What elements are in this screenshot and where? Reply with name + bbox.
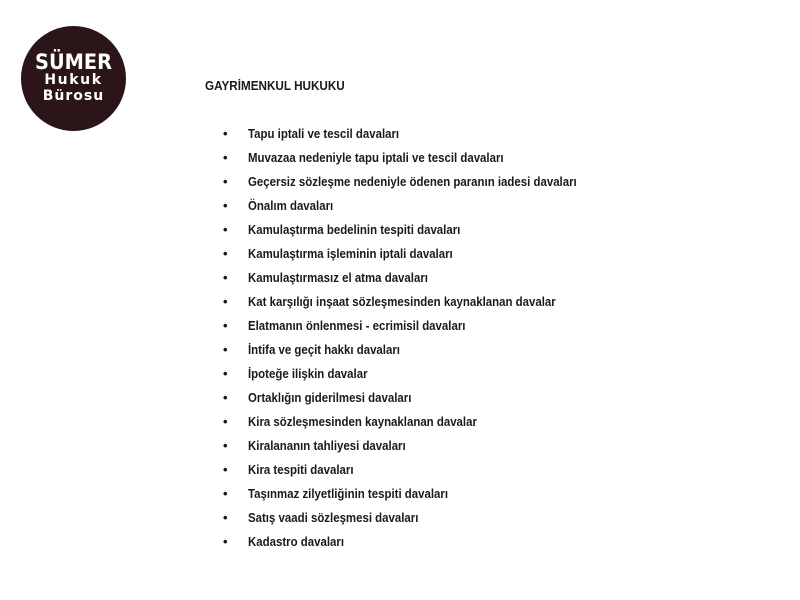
bullet-icon: • (223, 462, 228, 477)
logo (21, 26, 126, 131)
bullet-icon: • (223, 198, 228, 213)
bullet-icon: • (223, 534, 228, 549)
list-item-text: Kamulaştırma bedelinin tespiti davaları (248, 222, 461, 237)
bullet-icon: • (223, 366, 228, 381)
logo-subtitle-burosu: Bürosu (42, 88, 105, 104)
bullet-icon: • (223, 246, 228, 261)
list-item-text: Muvazaa nedeniyle tapu iptali ve tescil davaları (248, 150, 504, 165)
bullet-icon: • (223, 222, 228, 237)
list-item-text: Tapu iptali ve tescil davaları (248, 126, 400, 141)
list-item-text: Kamulaştırma işleminin iptali davaları (248, 246, 453, 261)
bullet-icon: • (223, 342, 228, 357)
bullet-icon: • (223, 270, 228, 285)
list-item-text: İpoteğe ilişkin davalar (248, 366, 368, 381)
list-item-text: İntifa ve geçit hakkı davaları (248, 342, 400, 357)
list-item-text: Kiralananın tahliyesi davaları (248, 438, 406, 453)
list-item-text: Kira sözleşmesinden kaynaklanan davalar (248, 414, 477, 429)
list-item-text: Kadastro davaları (248, 534, 345, 549)
section-heading: GAYRİMENKUL HUKUKU (205, 78, 345, 93)
bullet-icon: • (223, 318, 228, 333)
bullet-icon: • (223, 126, 228, 141)
list-item-text: Önalım davaları (248, 198, 334, 213)
bullet-icon: • (223, 438, 228, 453)
list-item-text: Kira tespiti davaları (248, 462, 354, 477)
list-item-text: Satış vaadi sözleşmesi davaları (248, 510, 419, 525)
bullet-icon: • (223, 174, 228, 189)
bullet-icon: • (223, 510, 228, 525)
bullet-icon: • (223, 294, 228, 309)
bullet-icon: • (223, 390, 228, 405)
list-item-text: Kat karşılığı inşaat sözleşmesinden kaynaklanan davalar (248, 294, 556, 309)
bullet-icon: • (223, 414, 228, 429)
bullet-icon: • (223, 150, 228, 165)
list-item-text: Geçersiz sözleşme nedeniyle ödenen paranın iadesi davaları (248, 174, 577, 189)
list-item-text: Kamulaştırmasız el atma davaları (248, 270, 428, 285)
logo-brand-name: SÜMER (35, 50, 112, 74)
bullet-icon: • (223, 486, 228, 501)
logo-subtitle-hukuk: Hukuk (44, 72, 103, 88)
list-item-text: Taşınmaz zilyetliğinin tespiti davaları (248, 486, 449, 501)
list-item-text: Ortaklığın giderilmesi davaları (248, 390, 412, 405)
list-item-text: Elatmanın önlenmesi - ecrimisil davaları (248, 318, 466, 333)
